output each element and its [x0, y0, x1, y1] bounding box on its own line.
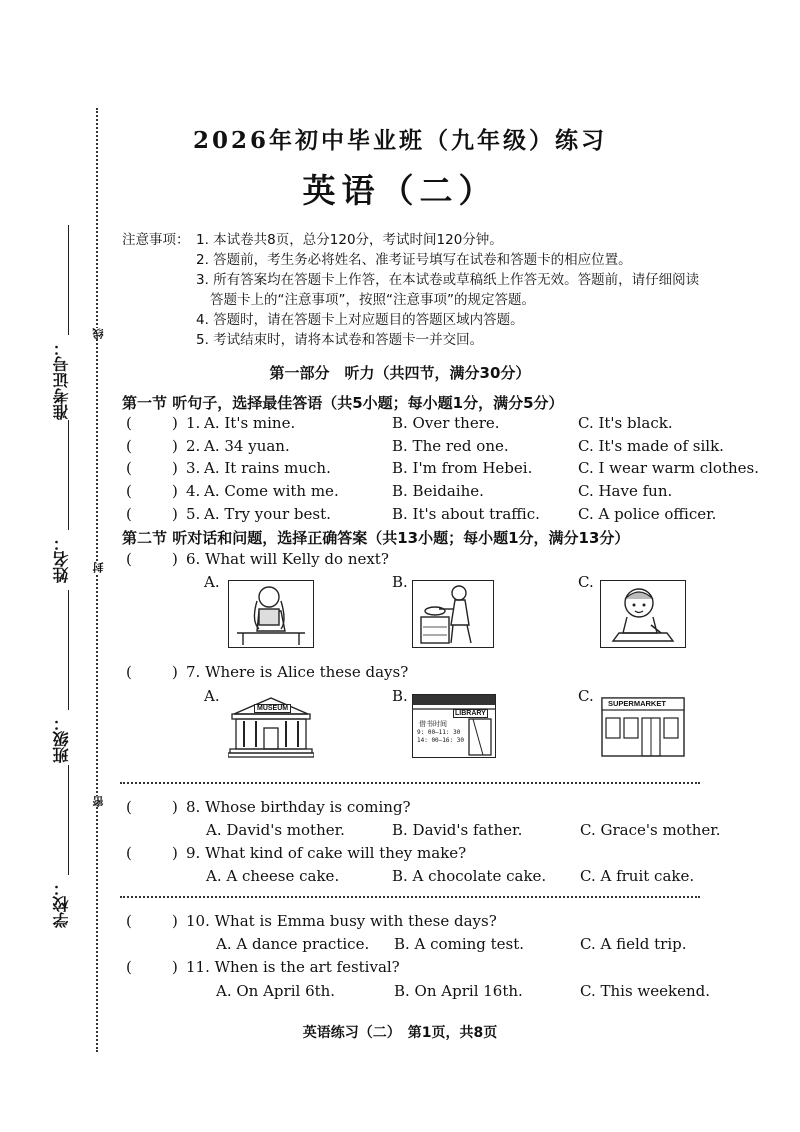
question-text: 10. What is Emma busy with these days? — [186, 912, 497, 930]
option-a: A. Come with me. — [204, 482, 339, 500]
answer-paren-open: ( — [126, 912, 132, 930]
option-b: B. I'm from Hebei. — [392, 459, 533, 477]
option-a: A. A dance practice. — [216, 935, 370, 953]
answer-paren-close: ) — [172, 550, 178, 568]
option-c: C. It's made of silk. — [578, 437, 724, 455]
page-subtitle: 英语（二） — [302, 171, 498, 210]
option-b-label: B. — [392, 573, 408, 591]
answer-paren-close: ) — [172, 459, 178, 477]
answer-paren-close: ) — [172, 437, 178, 455]
option-b: B. On April 16th. — [394, 982, 523, 1000]
answer-paren-open: ( — [126, 505, 132, 523]
option-a: A. On April 6th. — [216, 982, 336, 1000]
notes-item: 4. 答题时，请在答题卡上对应题目的答题区域内答题。 — [196, 312, 524, 328]
question-text: 8. Whose birthday is coming? — [186, 798, 411, 816]
question-number: 3. — [186, 459, 201, 477]
question-text: 7. Where is Alice these days? — [186, 663, 409, 681]
class-blank — [68, 765, 69, 875]
answer-paren-open: ( — [126, 414, 132, 432]
option-a-label: A. — [204, 687, 220, 705]
notes-item: 2. 答题前，考生务必将姓名、准考证号填写在试卷和答题卡的相应位置。 — [196, 252, 632, 268]
option-a: A. A cheese cake. — [206, 867, 340, 885]
question-text: 11. When is the art festival? — [186, 958, 400, 976]
option-c: C. I wear warm clothes. — [578, 459, 759, 477]
option-a: A. David's mother. — [206, 821, 345, 839]
option-b: B. David's father. — [392, 821, 523, 839]
option-c: C. A police officer. — [578, 505, 717, 523]
library-hours-afternoon: 14: 00—16: 30 — [417, 737, 464, 744]
option-c-label: C. — [578, 687, 594, 705]
answer-paren-open: ( — [126, 958, 132, 976]
answer-paren-close: ) — [172, 663, 178, 681]
supermarket-image — [600, 696, 686, 758]
name-label: 姓名： — [52, 535, 71, 583]
answer-paren-open: ( — [126, 437, 132, 455]
option-a: A. It's mine. — [204, 414, 296, 432]
name-blank-top — [68, 420, 69, 530]
option-b-label: B. — [392, 687, 408, 705]
school-label: 学校： — [52, 880, 71, 928]
answer-paren-close: ) — [172, 958, 178, 976]
girl-writing-image — [600, 580, 686, 648]
page-footer: 英语练习（二） 第1页，共8页 — [302, 1025, 498, 1041]
notes-item: 答题卡上的“注意事项”，按照“注意事项”的规定答题。 — [210, 292, 535, 308]
answer-paren-close: ) — [172, 798, 178, 816]
answer-paren-open: ( — [126, 798, 132, 816]
library-hours-title: 借书时间 — [419, 720, 447, 728]
option-c-label: C. — [578, 573, 594, 591]
section-heading: 第一节 听句子，选择最佳答语（共5小题；每小题1分，满分5分） — [122, 394, 564, 412]
question-text: 9. What kind of cake will they make? — [186, 844, 467, 862]
dialogue-divider — [120, 896, 700, 898]
answer-paren-close: ) — [172, 505, 178, 523]
museum-image — [228, 694, 314, 758]
option-a: A. Try your best. — [204, 505, 331, 523]
name-blank — [68, 590, 69, 710]
option-c: C. Have fun. — [578, 482, 673, 500]
exam-number-blank — [68, 225, 69, 335]
library-hours-morning: 9: 00—11: 30 — [417, 729, 461, 736]
museum-sign: MUSEUM — [254, 704, 291, 713]
answer-paren-open: ( — [126, 550, 132, 568]
option-b: B. A chocolate cake. — [392, 867, 547, 885]
exam-number-label: 准考证号： — [52, 340, 71, 420]
notes-label: 注意事项： — [122, 232, 190, 248]
notes-item: 1. 本试卷共8页，总分120分，考试时间120分钟。 — [196, 232, 503, 248]
option-a: A. It rains much. — [204, 459, 331, 477]
answer-paren-close: ) — [172, 414, 178, 432]
binding-dotted-line — [96, 108, 98, 1052]
answer-paren-close: ) — [172, 844, 178, 862]
page-title: 2026年初中毕业班（九年级）练习 — [192, 127, 607, 154]
seal-mark-line: 线 — [92, 328, 105, 339]
answer-paren-open: ( — [126, 482, 132, 500]
part-heading: 第一部分 听力（共四节，满分30分） — [269, 364, 531, 382]
answer-paren-close: ) — [172, 482, 178, 500]
seal-mark-seal: 封 — [92, 562, 105, 573]
option-b: B. It's about traffic. — [392, 505, 540, 523]
section-heading: 第二节 听对话和问题，选择正确答案（共13小题；每小题1分，满分13分） — [122, 529, 630, 547]
option-a: A. 34 yuan. — [204, 437, 290, 455]
question-number: 5. — [186, 505, 201, 523]
option-c: C. It's black. — [578, 414, 673, 432]
option-b: B. A coming test. — [394, 935, 525, 953]
question-text: 6. What will Kelly do next? — [186, 550, 389, 568]
option-a-label: A. — [204, 573, 220, 591]
option-b: B. The red one. — [392, 437, 509, 455]
option-b: B. Beidaihe. — [392, 482, 484, 500]
option-c: C. Grace's mother. — [580, 821, 721, 839]
seal-mark-secret: 密 — [92, 796, 105, 807]
answer-paren-close: ) — [172, 912, 178, 930]
class-label: 班级： — [52, 715, 71, 763]
woman-cooking-image — [412, 580, 494, 648]
girl-using-laptop-image — [228, 580, 314, 648]
option-b: B. Over there. — [392, 414, 500, 432]
option-c: C. A fruit cake. — [580, 867, 695, 885]
supermarket-sign: SUPERMARKET — [608, 699, 666, 708]
question-number: 4. — [186, 482, 201, 500]
dialogue-divider — [120, 782, 700, 784]
library-image — [412, 694, 496, 758]
library-sign: LIBRARY — [455, 710, 486, 717]
question-number: 1. — [186, 414, 201, 432]
option-c: C. This weekend. — [580, 982, 710, 1000]
notes-item: 3. 所有答案均在答题卡上作答，在本试卷或草稿纸上作答无效。答题前，请仔细阅读 — [196, 272, 700, 288]
answer-paren-open: ( — [126, 663, 132, 681]
answer-paren-open: ( — [126, 844, 132, 862]
notes-item: 5. 考试结束时，请将本试卷和答题卡一并交回。 — [196, 332, 484, 348]
option-c: C. A field trip. — [580, 935, 687, 953]
answer-paren-open: ( — [126, 459, 132, 477]
question-number: 2. — [186, 437, 201, 455]
